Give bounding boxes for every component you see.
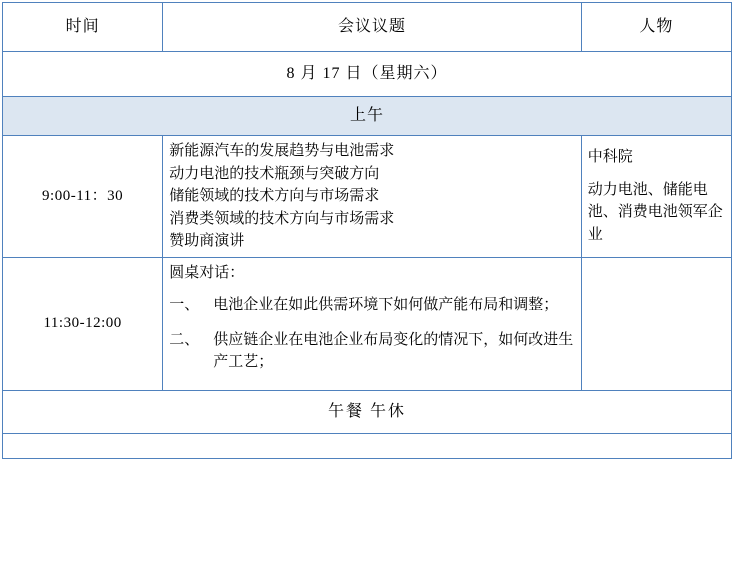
- row-people-2: [581, 257, 731, 390]
- date-banner: 8 月 17 日（星期六）: [3, 52, 732, 97]
- row-people-1: [581, 136, 731, 258]
- partial-row: [3, 433, 732, 458]
- roundtable-item-text: 电池企业在如此供需环境下如何做产能布局和调整；: [213, 297, 559, 313]
- section-banner-morning: 上午: [3, 97, 732, 136]
- topic-line: 储能领域的技术方向与市场需求: [169, 188, 380, 204]
- row-time-1: 9:00-11：30: [3, 136, 163, 258]
- date-banner-row: [3, 52, 732, 97]
- row-topics-2: [163, 257, 582, 390]
- topic-line: 赞助商演讲: [169, 233, 245, 249]
- roundtable-item-marker: 一、: [169, 297, 200, 313]
- section-banner-row: [3, 97, 732, 136]
- header-topic: 会议议题: [163, 3, 582, 52]
- topic-line: 动力电池的技术瓶颈与突破方向: [169, 165, 380, 182]
- row-time-2: 11:30-12:00: [3, 257, 163, 390]
- header-people: 人物: [581, 3, 731, 52]
- table-row: [3, 136, 732, 258]
- roundtable-item: [169, 294, 575, 317]
- people-institute: 中科院: [587, 149, 633, 166]
- roundtable-title: 圆桌对话：: [169, 264, 245, 281]
- roundtable-item-text: 供应链企业在电池企业布局变化的情况下，如何改进生产工艺；: [213, 331, 574, 370]
- roundtable-item: [169, 329, 575, 374]
- roundtable-item-marker: 二、: [169, 331, 200, 348]
- row-topics-1: [163, 136, 582, 258]
- topic-line: 消费类领域的技术方向与市场需求: [169, 210, 395, 227]
- meal-banner: 午餐 午休: [3, 390, 732, 433]
- table-header-row: [3, 3, 732, 52]
- people-companies: 动力电池、储能电池、消费电池领军企业: [587, 181, 723, 243]
- table-row: [3, 257, 732, 390]
- meal-banner-row: [3, 390, 732, 433]
- header-time: 时间: [3, 3, 163, 52]
- partial-row-cell: [3, 433, 732, 458]
- topic-line: 新能源汽车的发展趋势与电池需求: [169, 143, 395, 159]
- agenda-table: [2, 2, 732, 459]
